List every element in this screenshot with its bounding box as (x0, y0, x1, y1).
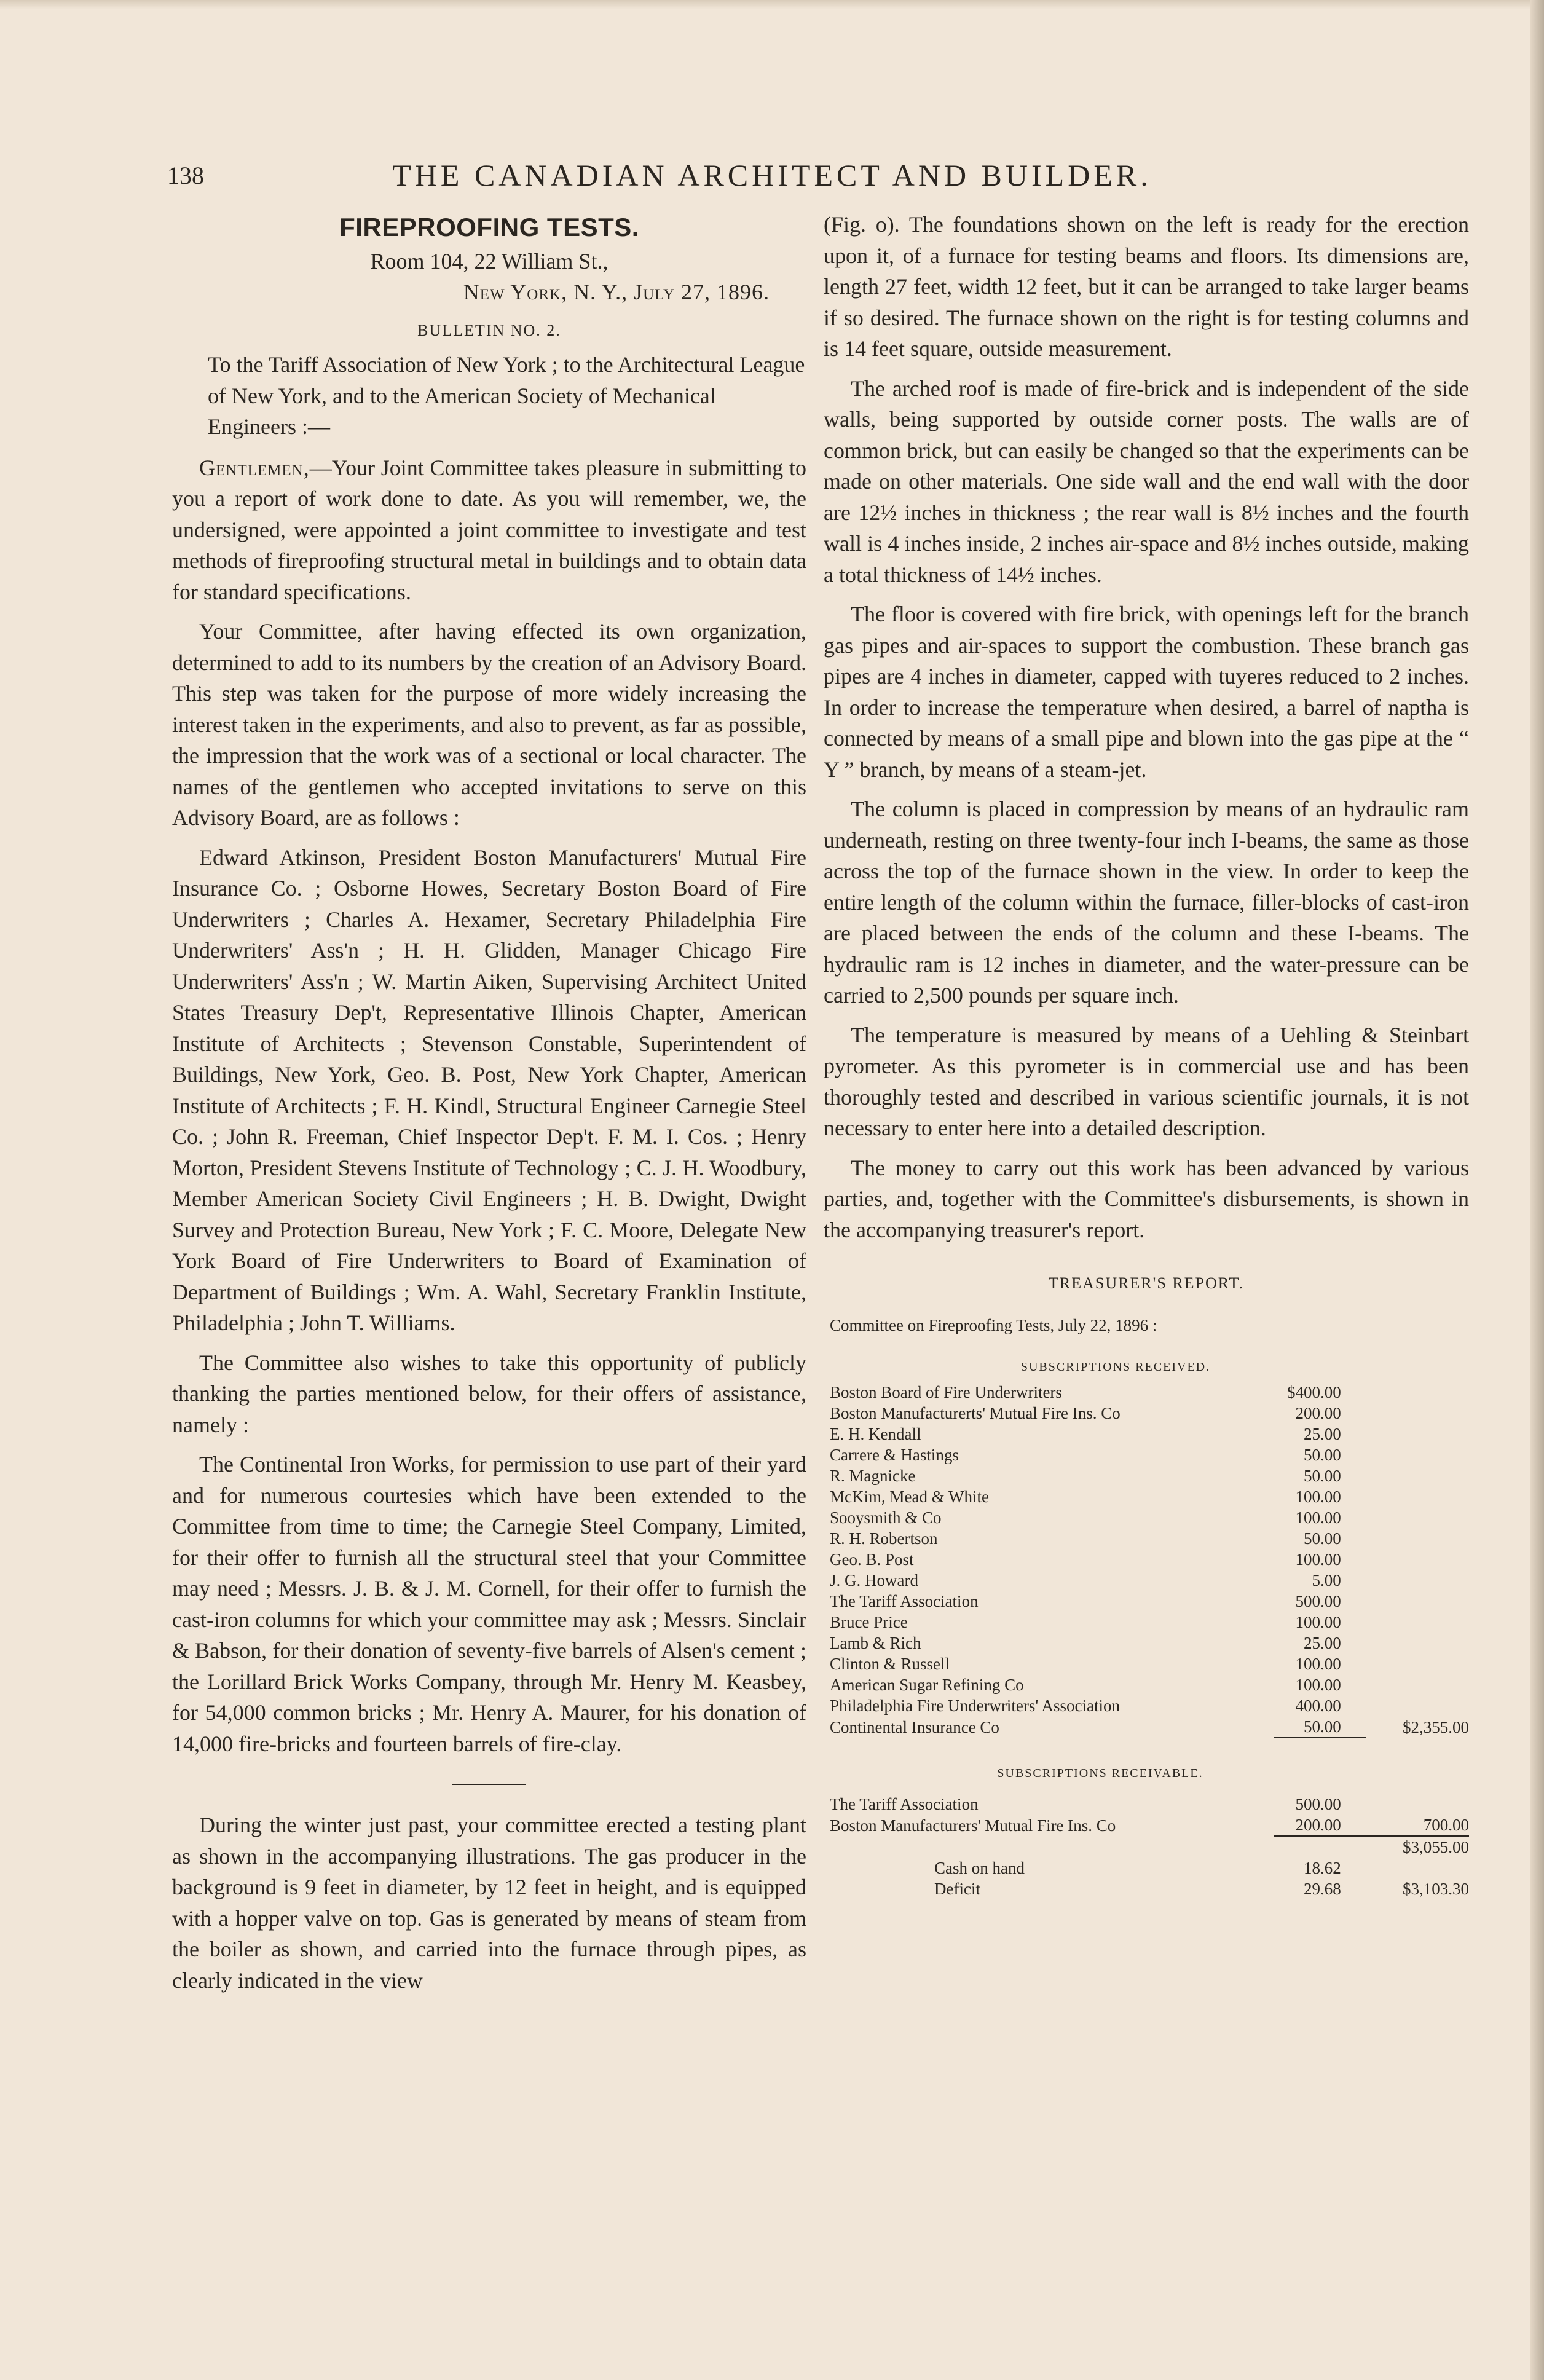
ledger-entry-amount: 50.00 (1274, 1716, 1365, 1738)
receivable-heading-row (830, 1763, 1469, 1784)
bulletin-number: BULLETIN NO. 2. (417, 321, 561, 339)
treasurers-report-subtitle: Committee on Fireproofing Tests, July 22, 1896 : (830, 1316, 1157, 1334)
address-line: Room 104, 22 William St., (370, 249, 609, 274)
paragraph-floor: The floor is covered with fire brick, with openings left for the branch gas pipes and air-spaces to support the combustion. These branch gas pipes are 4 inches in diameter, capped with tuyeres reduced to 2 inches. In order to increase the temperature when desired, a barrel of naptha is connected by means of a small pipe and blown into the gas pipe at the “ Y ” branch, by means of a steam-jet. (824, 602, 1469, 782)
ledger-row (830, 1507, 1469, 1528)
paragraph-money: The money to carry out this work has been advanced by various parties, and, together with the Committee's disbursements, is shown in the accompanying treasurer's report. (824, 1155, 1469, 1242)
journal-running-head: THE CANADIAN ARCHITECT AND BUILDER. (392, 158, 1152, 192)
ledger-entry-name: American Sugar Refining Co (830, 1676, 1024, 1694)
cash-amount: 18.62 (1304, 1859, 1341, 1877)
ledger-row (830, 1633, 1469, 1653)
ledger-entry-amount: 25.00 (1304, 1425, 1341, 1443)
ledger-row (830, 1695, 1469, 1716)
ledger-entry-name: Boston Manufacturerts' Mutual Fire Ins. Co (830, 1404, 1121, 1422)
ledger-row (830, 1465, 1469, 1486)
ledger-entry-amount: 25.00 (1304, 1634, 1341, 1652)
ledger-row (830, 1424, 1469, 1444)
article-title: FIREPROOFING TESTS. (339, 213, 639, 242)
ledger-row (830, 1591, 1469, 1612)
page-binding-edge (1530, 0, 1544, 2380)
ledger-entry-amount: 5.00 (1312, 1571, 1341, 1590)
paragraph-intro (172, 452, 806, 608)
ledger-entry-amount: 100.00 (1295, 1550, 1341, 1569)
paragraph-advisory-board: Your Committee, after having effected its own organization, determined to add to its numbers by the creation of an Advisory Board. This step was taken for the purpose of more widely increasing the interest taken in the experiments, and also to prevent, as far as possible, the impression that the work was of a sectional or local character. The names of the gentlemen who accepted invitations to serve on this Advisory Board, are as follows : (172, 619, 806, 830)
subscriptions-receivable-heading: SUBSCRIPTIONS RECEIVABLE. (997, 1767, 1203, 1780)
ledger-entry-name: Carrere & Hastings (830, 1446, 959, 1464)
ledger-row (830, 1570, 1469, 1591)
ledger-entry-amount: 50.00 (1304, 1446, 1341, 1464)
ledger-entry-name: McKim, Mead & White (830, 1488, 989, 1506)
ledger-row (830, 1674, 1469, 1695)
ledger-entry-amount: 100.00 (1295, 1508, 1341, 1527)
paragraph-intro-text: —Your Joint Committee takes pleasure in submitting to you a report of work done to date. As you will remember, we, the undersigned, were appointed a joint committee to investigate and test methods of fireproofing structural metal in buildings and to obtain data for standard specifications. (172, 455, 806, 604)
ledger-row (830, 1549, 1469, 1570)
ledger-entry-name: The Tariff Association (830, 1592, 979, 1610)
grand-total-row (830, 1836, 1469, 1858)
treasurers-report-table (830, 1382, 1469, 1899)
dateline: New York, N. Y., July 27, 1896. (463, 280, 770, 304)
final-total: $3,103.30 (1403, 1880, 1469, 1898)
left-column (172, 209, 806, 2004)
ledger-entry-amount: 50.00 (1304, 1529, 1341, 1548)
treasurers-report-title: TREASURER'S REPORT. (1048, 1274, 1245, 1292)
ledger-entry-name: E. H. Kendall (830, 1425, 921, 1443)
ledger-entry-amount: 100.00 (1295, 1676, 1341, 1694)
ledger-entry-name: J. G. Howard (830, 1571, 918, 1590)
ledger-row (830, 1612, 1469, 1633)
ledger-entry-amount: 100.00 (1295, 1613, 1341, 1631)
page-top-edge (0, 0, 1544, 9)
ledger-entry-name: Geo. B. Post (830, 1550, 914, 1569)
ledger-entry-amount: 500.00 (1295, 1795, 1341, 1813)
ledger-entry-name: Lamb & Rich (830, 1634, 921, 1652)
ledger-entry-amount: 100.00 (1295, 1655, 1341, 1673)
ledger-entry-name: The Tariff Association (830, 1795, 979, 1813)
paragraph-arched-roof: The arched roof is made of fire-brick and is independent of the side walls, being supported by outside corner posts. The walls are of common brick, but can easily be changed so that the experiments can be made on other materials. One side wall and the end wall with the door are 12½ inches in thickness ; the rear wall is 8½ inches and the fourth wall is 4 inches inside, 2 inches air-space and 8½ inches outside, making a total thickness of 14½ inches. (824, 376, 1469, 587)
grand-total: $3,055.00 (1403, 1838, 1469, 1856)
salutation-address: To the Tariff Association of New York ; to the Architectural League of New York, and to the American Society of Mechanical Engineers :— (208, 352, 805, 439)
ledger-entry-name: Boston Board of Fire Underwriters (830, 1383, 1062, 1401)
received-rows (830, 1382, 1469, 1738)
ledger-row (830, 1382, 1469, 1403)
ledger-entry-amount: $400.00 (1287, 1383, 1341, 1401)
ledger-entry-name: Bruce Price (830, 1613, 908, 1631)
ledger-entry-name: Clinton & Russell (830, 1655, 950, 1673)
right-column (824, 209, 1469, 1899)
paragraph-column: The column is placed in compression by means of an hydraulic ram underneath, resting on three twenty-four inch I-beams, the same as those across the top of the furnace shown in the view. In order to keep the entire length of the column within the furnace, filler-blocks of cast-iron are placed between the ends of the column and these I-beams. The hydraulic ram is 12 inches in diameter, and the water-pressure can be carried to 2,500 pounds per square inch. (824, 797, 1469, 1007)
ledger-entry-name: Continental Insurance Co (830, 1718, 999, 1736)
receivable-rows (830, 1794, 1469, 1836)
section-divider (452, 1784, 526, 1785)
ledger-entry-name: Sooysmith & Co (830, 1508, 942, 1527)
paragraph-thanks: The Committee also wishes to take this opportunity of publicly thanking the parties mentioned below, for their offers of assistance, namely : (172, 1350, 806, 1437)
table-spacer (830, 1784, 1469, 1794)
ledger-row (830, 1528, 1469, 1549)
ledger-entry-name: Philadelphia Fire Underwriters' Association (830, 1696, 1121, 1715)
paragraph-testing-plant: During the winter just past, your committee erected a testing plant as shown in the accompanying illustrations. The gas producer in the background is 9 feet in diameter, by 12 feet in height, and is equipped with a hopper valve on top. Gas is generated by means of steam from the boiler as shown, and carried into the furnace through pipes, as clearly indicated in the view (172, 1813, 806, 1993)
cash-label: Cash on hand (934, 1859, 1025, 1877)
ledger-entry-amount: 500.00 (1295, 1592, 1341, 1610)
ledger-entry-name: R. H. Robertson (830, 1529, 938, 1548)
table-spacer (830, 1738, 1469, 1763)
paragraph-board-members: Edward Atkinson, President Boston Manufacturers' Mutual Fire Insurance Co. ; Osborne Howes, Secretary Boston Board of Fire Underwriters ; Charles A. Hexamer, Secretary Philadelphia Fire Underwriters' Ass'n ; H. H. Glidden, Manager Chicago Fire Underwriters' Ass'n ; W. Martin Aiken, Supervising Architect United States Treasury Dep't, Representative Illinois Chapter, American Institute of Architects ; Stevenson Constable, Superintendent of Buildings, New York, Geo. B. Post, New York Chapter, American Institute of Architects ; F. H. Kindl, Structural Engineer Carnegie Steel Co. ; John R. Freeman, Chief Inspector Dep't. F. M. I. Cos. ; Henry Morton, President Stevens Institute of Technology ; C. J. H. Woodbury, Member American Society Civil Engineers ; H. B. Dwight, Dwight Survey and Protection Bureau, New York ; F. C. Moore, Delegate New York Board of Fire Underwriters to Board of Examination of Department of Buildings ; Wm. A. Wahl, Secretary Franklin Institute, Philadelphia ; John T. Williams. (172, 845, 806, 1335)
cash-row (830, 1858, 1469, 1878)
ledger-row (830, 1486, 1469, 1507)
page-number: 138 (167, 162, 204, 189)
ledger-row (830, 1444, 1469, 1465)
section-total: 700.00 (1366, 1815, 1469, 1836)
deficit-row (830, 1878, 1469, 1899)
ledger-entry-amount: 200.00 (1295, 1404, 1341, 1422)
ledger-entry-name: R. Magnicke (830, 1467, 916, 1485)
subscriptions-received-heading: SUBSCRIPTIONS RECEIVED. (1020, 1360, 1211, 1374)
paragraph-donors: The Continental Iron Works, for permission to use part of their yard and for numerous courtesies which have been extended to the Committee from time to time; the Carnegie Steel Company, Limited, for their offer to furnish all the structural steel that your Committee may need ; Messrs. J. B. & J. M. Cornell, for their offer to furnish the cast-iron columns for which your committee may ask ; Messrs. Sinclair & Babson, for their donation of seventy-five barrels of Alsen's cement ; the Lorillard Brick Works Company, through Mr. Henry M. Keasbey, for 54,000 common bricks ; Mr. Henry A. Maurer, for his donation of 14,000 fire-bricks and fourteen barrels of fire-clay. (172, 1452, 806, 1756)
paragraph-pyrometer: The temperature is measured by means of a Uehling & Steinbart pyrometer. As this pyrometer is in commercial use and has been thoroughly tested and described in various scientific journals, it is not necessary to enter here into a detailed description. (824, 1022, 1469, 1140)
ledger-row (830, 1403, 1469, 1424)
ledger-row (830, 1794, 1469, 1815)
ledger-entry-name: Boston Manufacturers' Mutual Fire Ins. Co (830, 1816, 1116, 1835)
section-total: $2,355.00 (1403, 1718, 1469, 1736)
ledger-row (830, 1716, 1469, 1738)
ledger-entry-amount: 400.00 (1295, 1696, 1341, 1715)
ledger-entry-amount: 200.00 (1274, 1815, 1365, 1836)
salutation-gentlemen: Gentlemen, (199, 455, 310, 480)
ledger-entry-amount: 100.00 (1295, 1488, 1341, 1506)
ledger-row (830, 1653, 1469, 1674)
ledger-entry-amount: 50.00 (1304, 1467, 1341, 1485)
deficit-amount: 29.68 (1304, 1880, 1341, 1898)
ledger-row (830, 1815, 1469, 1836)
paragraph-foundations: (Fig. o). The foundations shown on the left is ready for the erection upon it, of a furnace for testing beams and floors. Its dimensions are, length 27 feet, width 12 feet, but it can be arranged to take larger beams if so desired. The furnace shown on the right is for testing columns and is 14 feet square, outside measurement. (824, 212, 1469, 361)
deficit-label: Deficit (934, 1880, 980, 1898)
